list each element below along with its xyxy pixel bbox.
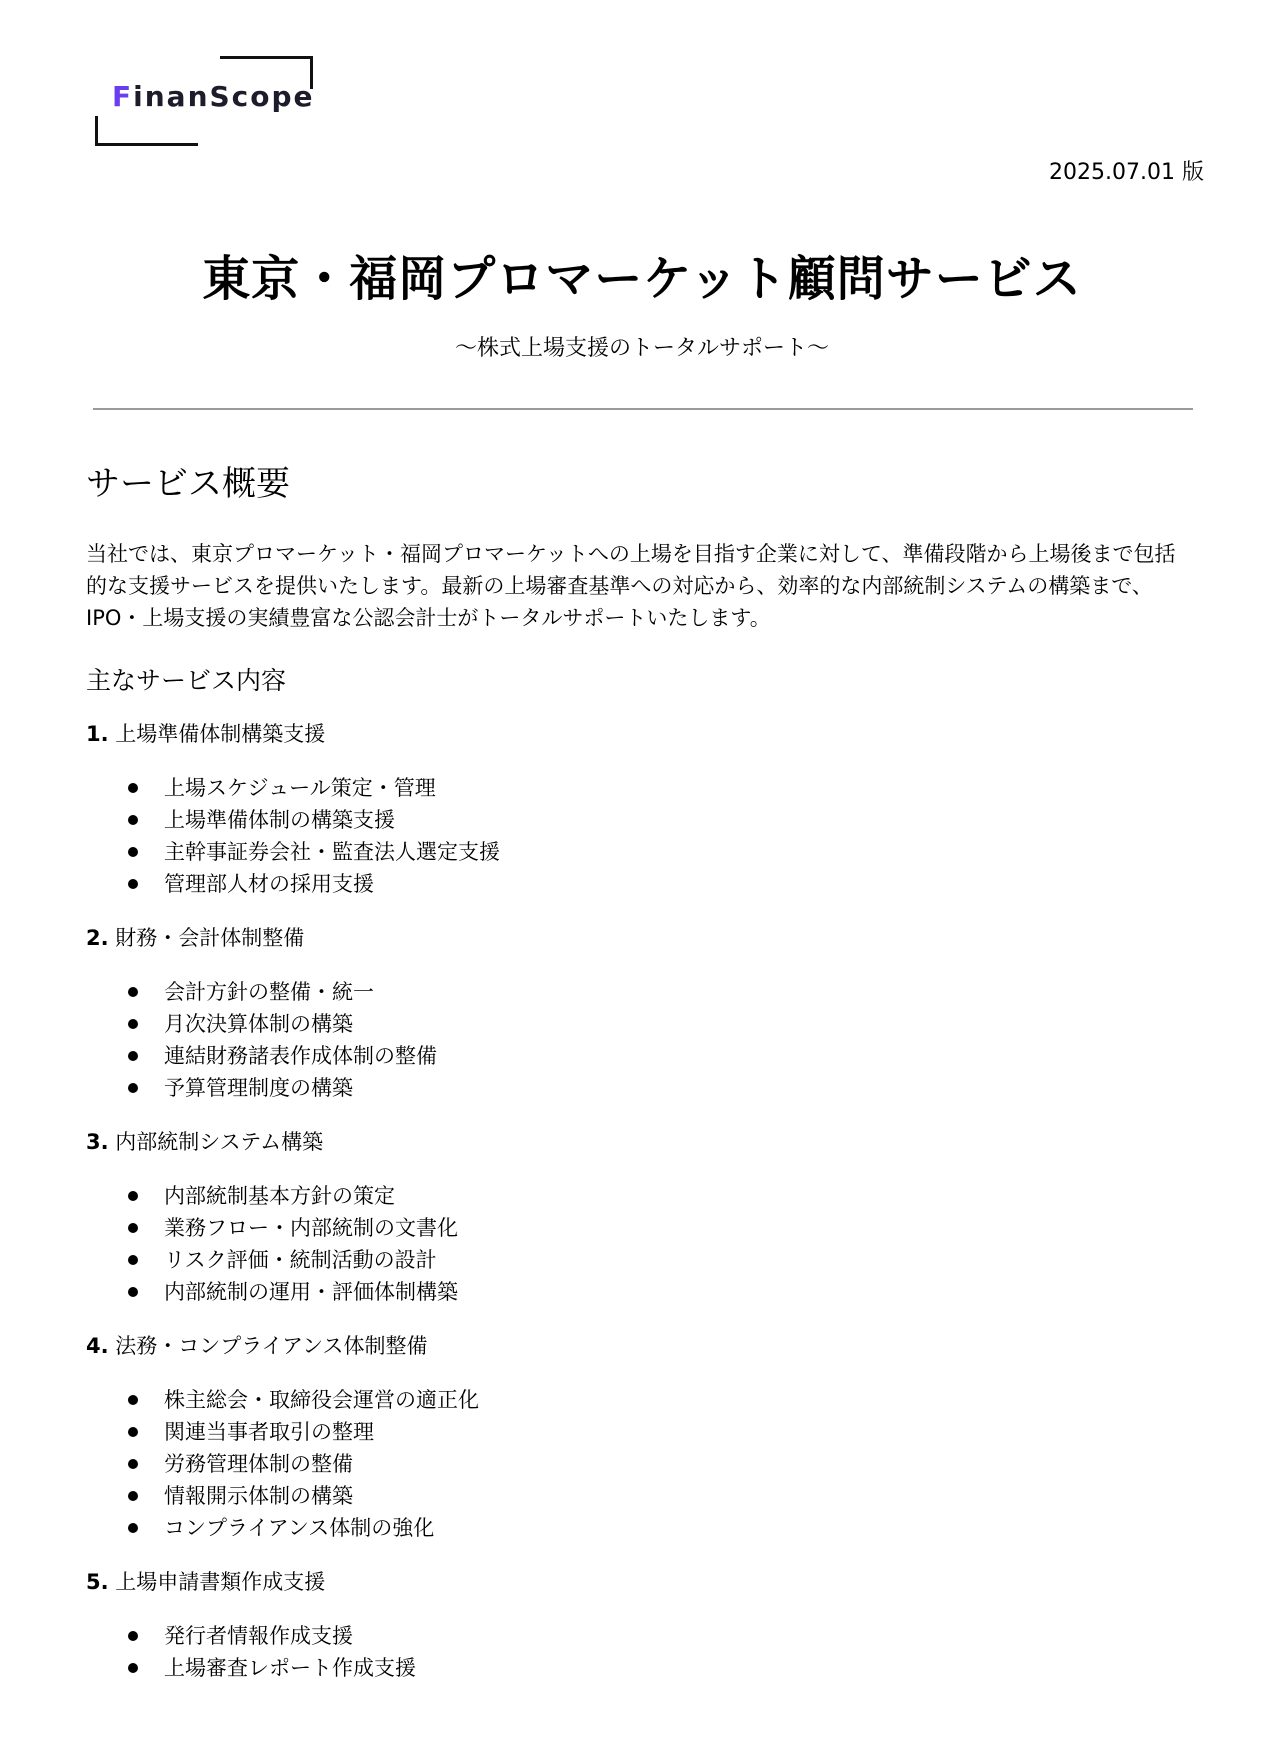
bullet-icon [128,1663,138,1673]
service-group-title [86,1566,1196,1598]
service-item-list [86,976,1196,1104]
service-group [86,1566,1196,1684]
service-item-text: 労務管理体制の整備 [164,1452,353,1476]
service-item-text: リスク評価・統制活動の設計 [164,1248,437,1272]
service-item [86,1620,1196,1652]
service-item [86,1480,1196,1512]
service-item [86,1244,1196,1276]
header-divider [93,408,1193,410]
bullet-icon [128,783,138,793]
service-item-text: 株主総会・取締役会運営の適正化 [164,1388,479,1412]
service-item-text: 上場準備体制の構築支援 [164,808,395,832]
service-item [86,976,1196,1008]
service-item [86,1180,1196,1212]
version-date: 2025.07.01 版 [1049,160,1204,185]
bullet-icon [128,1631,138,1641]
service-group-number: 4. [86,1334,109,1358]
bullet-icon [128,879,138,889]
document-subtitle: 〜株式上場支援のトータルサポート〜 [454,336,829,361]
service-group-title [86,1126,1196,1158]
service-item [86,1512,1196,1544]
service-group-number: 2. [86,926,109,950]
service-item [86,804,1196,836]
bullet-icon [128,1019,138,1029]
service-item-text: 関連当事者取引の整理 [164,1420,374,1444]
service-group-title [86,922,1196,954]
service-item-list [86,772,1196,900]
service-group-number: 5. [86,1570,109,1594]
service-item-list [86,1620,1196,1684]
service-item [86,1416,1196,1448]
service-group-title [86,1330,1196,1362]
bullet-icon [128,1459,138,1469]
service-item [86,1008,1196,1040]
bullet-icon [128,987,138,997]
service-group [86,718,1196,900]
service-group-label: 上場申請書類作成支援 [115,1570,326,1594]
service-group [86,1330,1196,1544]
service-item [86,1448,1196,1480]
service-group-label: 上場準備体制構築支援 [115,722,326,746]
bullet-icon [128,815,138,825]
service-item [86,836,1196,868]
service-group-title [86,718,1196,750]
service-item [86,1276,1196,1308]
main-content [86,462,1196,1706]
service-item-text: 上場審査レポート作成支援 [164,1656,416,1680]
service-item-text: 業務フロー・内部統制の文書化 [164,1216,458,1240]
overview-heading: サービス概要 [86,464,290,504]
service-item-text: 情報開示体制の構築 [164,1484,353,1508]
service-item [86,772,1196,804]
bullet-icon [128,1051,138,1061]
service-group [86,1126,1196,1308]
service-item-text: 管理部人材の採用支援 [164,872,374,896]
service-item-text: 内部統制の運用・評価体制構築 [164,1280,458,1304]
bullet-icon [128,1395,138,1405]
service-item-text: 連結財務諸表作成体制の整備 [164,1044,437,1068]
service-item [86,1212,1196,1244]
logo-accent-letter: F [112,80,134,113]
service-item-text: 会計方針の整備・統一 [164,980,374,1004]
service-item-text: 内部統制基本方針の策定 [164,1184,395,1208]
bullet-icon [128,847,138,857]
logo-wordmark [112,80,315,113]
bullet-icon [128,1491,138,1501]
service-item [86,1072,1196,1104]
service-item-text: 上場スケジュール策定・管理 [164,776,436,800]
service-item [86,1040,1196,1072]
logo-rest-text: inanScope [133,80,315,113]
service-group-number: 3. [86,1130,109,1154]
service-item-text: 予算管理制度の構築 [164,1076,353,1100]
service-item-text: コンプライアンス体制の強化 [164,1516,435,1540]
bullet-icon [128,1083,138,1093]
service-item-text: 発行者情報作成支援 [164,1624,353,1648]
bullet-icon [128,1191,138,1201]
bullet-icon [128,1223,138,1233]
service-item-text: 主幹事証券会社・監査法人選定支援 [164,840,500,864]
service-group [86,922,1196,1104]
bullet-icon [128,1287,138,1297]
bullet-icon [128,1427,138,1437]
overview-body: 当社では、東京プロマーケット・福岡プロマーケットへの上場を目指す企業に対して、準備段階から上場後まで包括的な支援サービスを提供いたします。最新の上場審査基準への対応から、効率的な内部統制システムの構築まで、IPO・上場支援の実績豊富な公認会計士がトータルサポートいたします。 [86,542,1176,630]
service-group-number: 1. [86,722,109,746]
logo-bracket-bottom-left [95,116,198,146]
service-group-label: 財務・会計体制整備 [115,926,305,950]
finanscope-logo [95,56,313,146]
service-item-list [86,1384,1196,1544]
service-item [86,868,1196,900]
service-item [86,1652,1196,1684]
services-heading: 主なサービス内容 [86,666,287,695]
service-item-list [86,1180,1196,1308]
service-item [86,1384,1196,1416]
service-item-text: 月次決算体制の構築 [164,1012,353,1036]
bullet-icon [128,1255,138,1265]
document-title: 東京・福岡プロマーケット顧問サービス [202,251,1082,307]
bullet-icon [128,1523,138,1533]
service-group-label: 内部統制システム構築 [115,1130,324,1154]
service-group-label: 法務・コンプライアンス体制整備 [115,1334,428,1358]
service-groups [86,718,1196,1684]
